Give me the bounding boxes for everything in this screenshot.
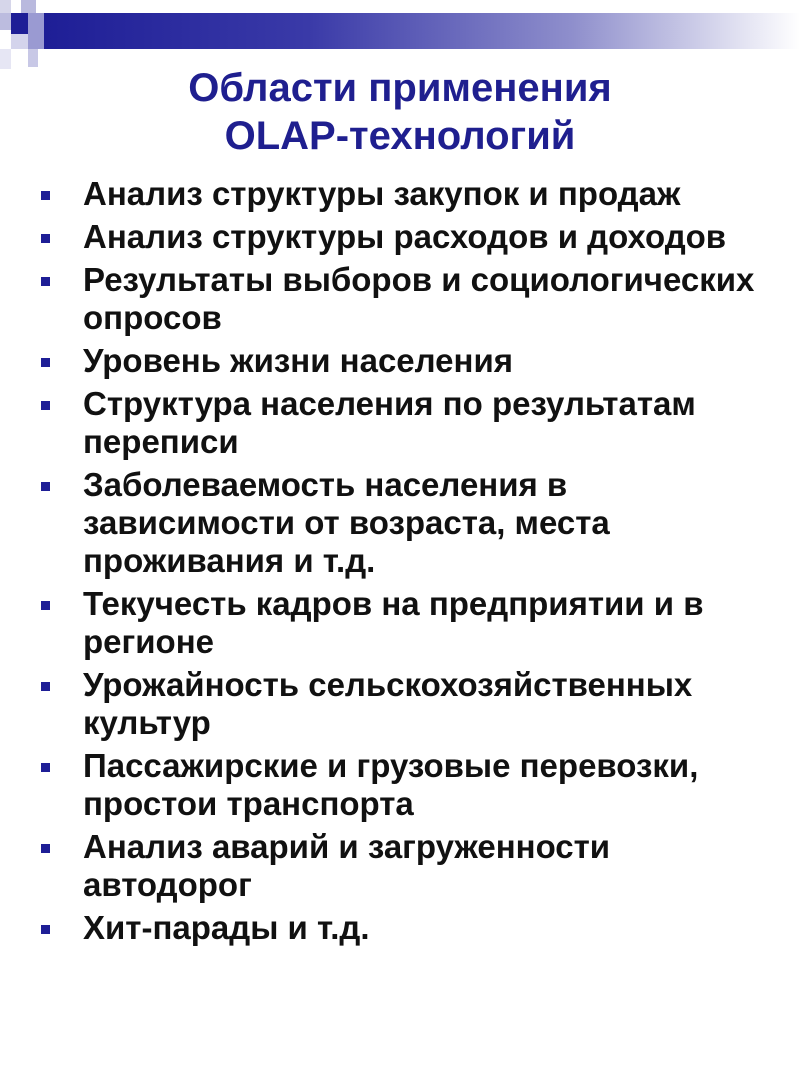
- title-line-1: Области применения: [188, 66, 612, 110]
- list-item-text: Пассажирские и грузовые перевозки, простои транспорта: [83, 747, 699, 822]
- list-item: [36, 261, 786, 337]
- list-item: [36, 909, 786, 947]
- decor-square: [11, 34, 28, 49]
- list-item-text: Анализ структуры закупок и продаж: [83, 175, 681, 212]
- list-item: [36, 466, 786, 580]
- list-item: [36, 175, 786, 213]
- decor-square: [11, 0, 21, 13]
- list-item-text: Результаты выборов и социологических опросов: [83, 261, 755, 336]
- list-item: [36, 218, 786, 256]
- decor-square: [0, 0, 11, 13]
- list-item: [36, 342, 786, 380]
- slide-title: [0, 64, 800, 160]
- list-item: [36, 828, 786, 904]
- square-bullet-icon: [41, 601, 50, 610]
- list-item-text: Текучесть кадров на предприятии и в регионе: [83, 585, 704, 660]
- list-item: [36, 585, 786, 661]
- square-bullet-icon: [41, 401, 50, 410]
- list-item-text: Анализ аварий и загруженности автодорог: [83, 828, 611, 903]
- list-item-text: Анализ структуры расходов и доходов: [83, 218, 727, 255]
- list-item: [36, 747, 786, 823]
- title-line-2: OLAP-технологий: [224, 114, 576, 158]
- square-bullet-icon: [41, 844, 50, 853]
- square-bullet-icon: [41, 682, 50, 691]
- square-bullet-icon: [41, 763, 50, 772]
- list-item: [36, 666, 786, 742]
- list-item: [36, 385, 786, 461]
- list-item-text: Хит-парады и т.д.: [83, 909, 370, 946]
- decor-square: [28, 13, 44, 49]
- square-bullet-icon: [41, 482, 50, 491]
- square-bullet-icon: [41, 234, 50, 243]
- square-bullet-icon: [41, 358, 50, 367]
- list-item-text: Структура населения по результатам переписи: [83, 385, 696, 460]
- list-item-text: Уровень жизни населения: [83, 342, 513, 379]
- decor-square: [0, 13, 11, 30]
- decor-square: [11, 13, 28, 34]
- list-item-text: Урожайность сельскохозяйственных культур: [83, 666, 693, 741]
- square-bullet-icon: [41, 277, 50, 286]
- bullet-list: [36, 175, 786, 952]
- decor-square: [21, 0, 36, 13]
- square-bullet-icon: [41, 191, 50, 200]
- header-gradient-bar: [44, 13, 800, 49]
- list-item-text: Заболеваемость населения в зависимости от возраста, места проживания и т.д.: [83, 466, 610, 579]
- square-bullet-icon: [41, 925, 50, 934]
